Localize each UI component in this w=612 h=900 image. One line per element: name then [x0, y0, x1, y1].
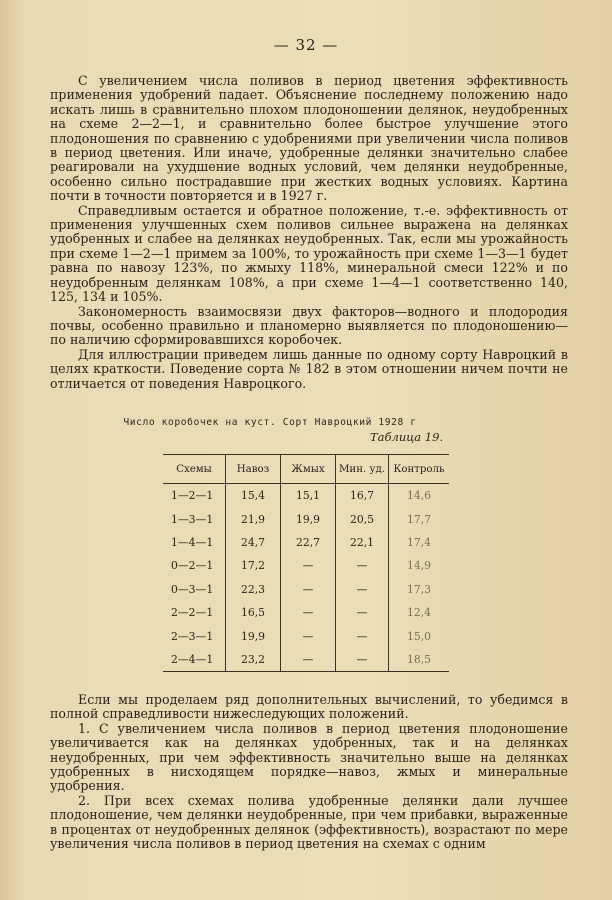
- data-table: [163, 454, 449, 672]
- table-row: [163, 531, 449, 554]
- table-cell: 19,9: [281, 507, 336, 530]
- text-block-bottom: [50, 693, 568, 851]
- header-cell: Мин. уд.: [336, 455, 389, 484]
- table-cell: 22,3: [226, 578, 281, 601]
- table-row: [163, 554, 449, 577]
- table-row: [163, 507, 449, 530]
- table-cell: 17,7: [389, 507, 450, 530]
- table-cell: —: [336, 578, 389, 601]
- table-cell: 16,7: [336, 484, 389, 508]
- paragraph: Справедливым остается и обратное положение, т.-е. эффективность от применения улучшенных схем поливов сильнее выражена на делянках удобренных и слабее на делянках неудобренных. Так, если мы урожайность при схеме 1—2—1 примем за 100%, то урожайность при схеме 1—3—1 будет равна по навозу 123%, по жмыху 118%, минеральной смеси 122% и по неудобренным делянкам 108%, а при схеме 1—4—1 соответственно 140, 125, 134 и 105%.: [50, 202, 568, 305]
- table-cell: 2—3—1: [171, 629, 214, 643]
- table-row: [163, 648, 449, 672]
- table-cell: —: [281, 578, 336, 601]
- table-row: [163, 578, 449, 601]
- table-cell: 16,5: [226, 601, 281, 624]
- paragraph: 1. С увеличением числа поливов в период цветения плодоношение увеличивается как на делянках удобренных, так и на делянках неудобренных, при чем эффективность значительно выше на делянках удобренных в нисходящем порядке—навоз, жмых и минеральные удобрения.: [50, 720, 568, 794]
- table-cell: 23,2: [226, 648, 281, 672]
- table-cell: 20,5: [336, 507, 389, 530]
- table-cell: 0—2—1: [171, 559, 214, 573]
- table-cell: —: [281, 624, 336, 647]
- table-cell: 21,9: [226, 507, 281, 530]
- table-cell: —: [281, 554, 336, 577]
- header-cell: Схемы: [163, 455, 226, 484]
- table-caption: Число коробочек на куст. Сорт Навроцкий 1928 г: [123, 417, 417, 428]
- table-cell: 22,1: [336, 531, 389, 554]
- table-row: [163, 484, 449, 508]
- table-cell: —: [281, 648, 336, 672]
- table-row: [163, 624, 449, 647]
- table-cell: —: [336, 601, 389, 624]
- table-cell: 1—3—1: [171, 512, 214, 526]
- table-cell: 0—3—1: [171, 582, 214, 596]
- paragraph: Для иллюстрации приведем лишь данные по одному сорту Навроцкий в целях краткости. Поведение сорта № 182 в этом отношении ничем почти не отличается от поведения Навроцкого.: [50, 346, 568, 391]
- header-cell: Навоз: [226, 455, 281, 484]
- table-cell: 15,0: [389, 624, 450, 647]
- table-cell: 22,7: [281, 531, 336, 554]
- paragraph: Если мы проделаем ряд дополнительных вычислений, то убедимся в полной справедливости нижеследующих положений.: [50, 692, 568, 722]
- table-cell: 17,4: [389, 531, 450, 554]
- table-row: [163, 601, 449, 624]
- header-cell: Контроль: [389, 455, 450, 484]
- table-cell: 2—4—1: [163, 648, 226, 672]
- table-cell: 15,4: [226, 484, 281, 508]
- table-cell: —: [281, 601, 336, 624]
- table-cell: 1—4—1: [171, 535, 214, 549]
- header-cell: Жмых: [281, 455, 336, 484]
- paragraph: Закономерность взаимосвязи двух факторов—водного и плодородия почвы, особенно правильно и планомерно выявляется по плодоношению—по наличию сформировавшихся коробочек.: [50, 303, 568, 348]
- table-cell: 24,7: [226, 531, 281, 554]
- table-cell: 19,9: [226, 624, 281, 647]
- text-block-top: [50, 74, 568, 391]
- page-number: — 32 —: [273, 36, 339, 54]
- table-cell: —: [336, 648, 389, 672]
- table-cell: 14,6: [389, 484, 450, 508]
- table-cell: 2—2—1: [171, 606, 214, 620]
- table-header-row: [163, 455, 449, 484]
- table-cell: 17,2: [226, 554, 281, 577]
- table-cell: 18,5: [389, 648, 450, 672]
- table-cell: 17,3: [389, 578, 450, 601]
- table-cell: 12,4: [389, 601, 450, 624]
- table-cell: —: [336, 624, 389, 647]
- paragraph: С увеличением числа поливов в период цветения эффективность применения удобрений падает. Объяснение последнему положению надо искать лишь в сравнительно плохом плодоношении делянок, неудобренных на схеме 2—2—1, и сравнительно более быстрое улучшение этого плодоношения по сравнению с удобрениями при увеличении числа поливов в период цветения. Или иначе, удобренные делянки значительно слабее реагировали на ухудшение водных условий, чем делянки неудобренные, особенно сильно пострадавшие при жестких водных условиях. Картина почти в точности повторяется и в 1927 г.: [50, 73, 568, 204]
- table-label: Таблица 19.: [370, 430, 444, 444]
- table-cell: 1—2—1: [171, 489, 214, 503]
- paragraph: 2. При всех схемах полива удобренные делянки дали лучшее плодоношение, чем делянки неудобренные, при чем прибавки, выраженные в процентах от неудобренных делянок (эффективность), возрастают по мере увеличения числа поливов в период цветения на схемах с одним: [50, 792, 568, 852]
- table-cell: —: [336, 554, 389, 577]
- table-cell: 15,1: [281, 484, 336, 508]
- table-cell: 14,9: [389, 554, 450, 577]
